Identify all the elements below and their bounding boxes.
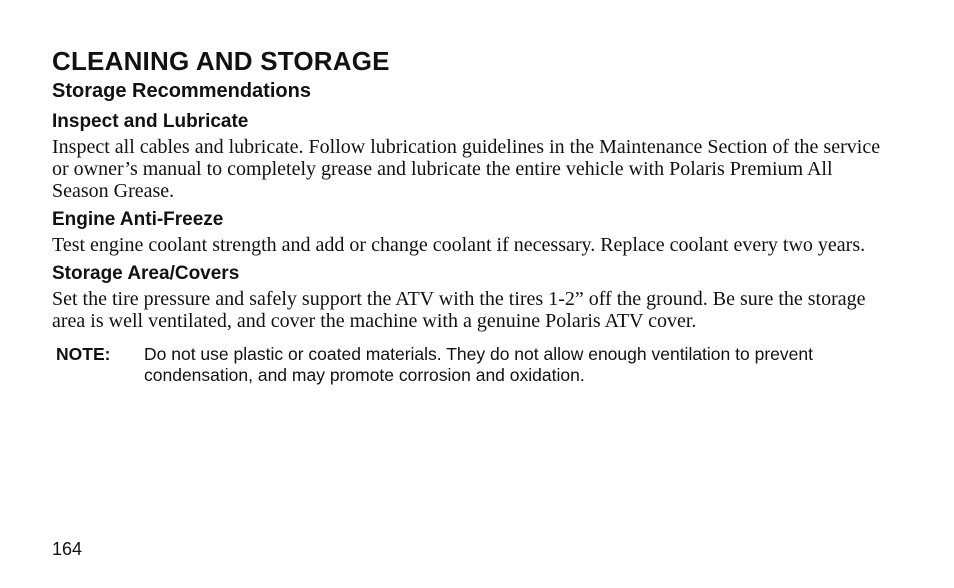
section-body: Inspect all cables and lubricate. Follow lubrication guidelines in the Maintenance Section of the service or owner’s manual to completely grease and lubricate the entire vehicle with Polaris Premium All Season Grease. <box>52 136 881 202</box>
section-body: Test engine coolant strength and add or change coolant if necessary. Replace coolant every two years. <box>52 234 866 256</box>
page-content <box>52 44 882 386</box>
section-inspect-lubricate <box>52 110 882 202</box>
note-text: Do not use plastic or coated materials. They do not allow enough ventilation to prevent condensation, and may promote corrosion and oxidation. <box>144 344 813 385</box>
section-engine-anti-freeze <box>52 208 882 256</box>
section-heading: Inspect and Lubricate <box>52 111 249 132</box>
section-storage-area-covers <box>52 262 882 332</box>
page-title: CLEANING AND STORAGE <box>52 46 390 76</box>
note-block <box>56 344 882 386</box>
note-label: NOTE: <box>56 344 111 364</box>
section-body: Set the tire pressure and safely support the ATV with the tires 1-2” off the ground. Be sure the storage area is well ventilated, and cover the machine with a genuine Polaris ATV cover. <box>52 288 866 332</box>
section-heading: Storage Area/Covers <box>52 263 240 284</box>
page-subtitle: Storage Recommendations <box>52 80 311 102</box>
section-heading: Engine Anti-Freeze <box>52 209 224 230</box>
page-number: 164 <box>52 539 83 559</box>
